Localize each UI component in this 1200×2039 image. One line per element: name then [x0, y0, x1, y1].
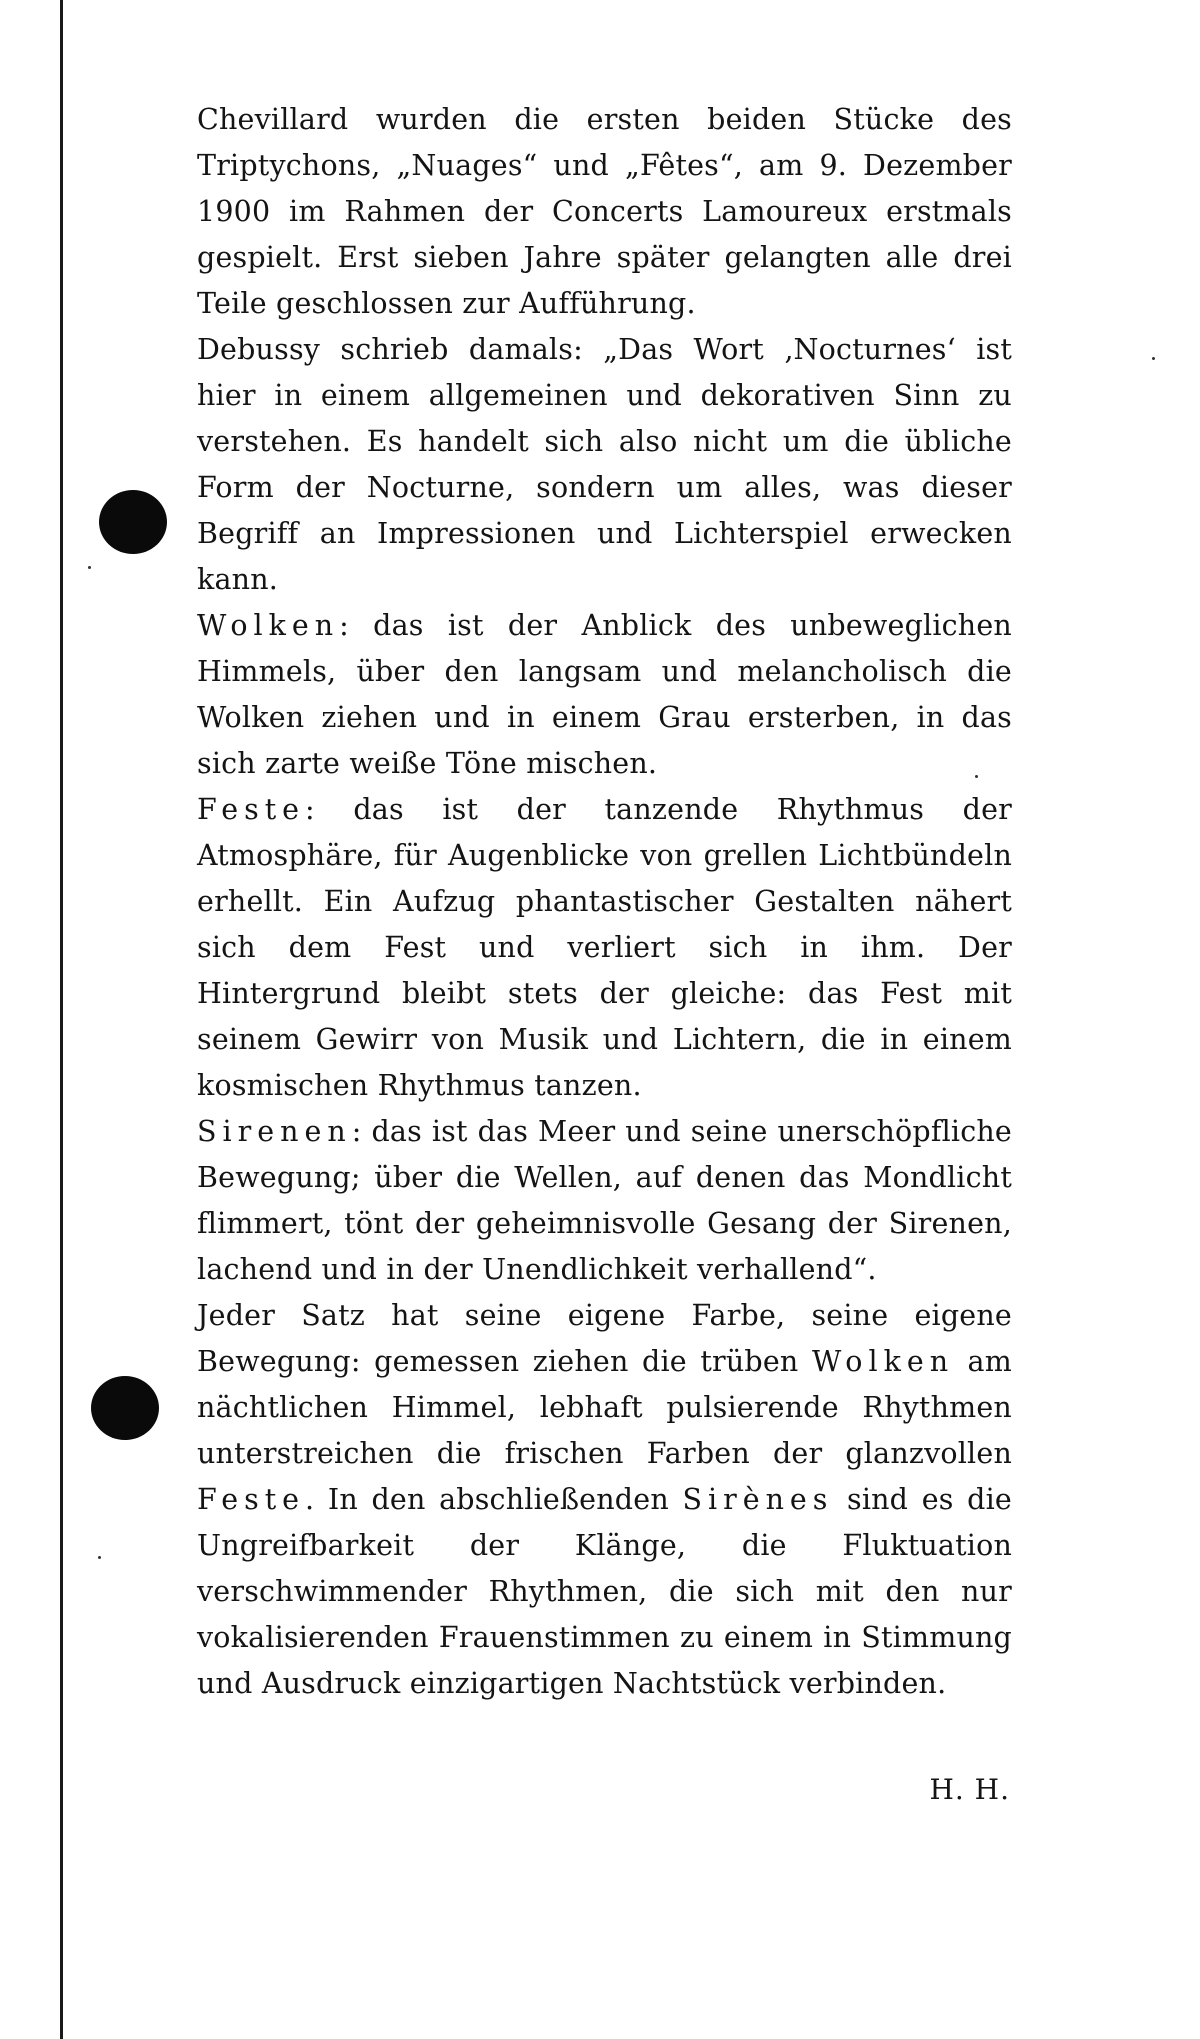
paragraph-sirenen — [197, 1109, 1012, 1293]
movement-title-wolken: Wolken — [197, 609, 340, 642]
paragraph-feste — [197, 787, 1012, 1109]
movement-title-wolken: Wolken — [811, 1345, 955, 1378]
punch-hole-bottom — [91, 1376, 159, 1440]
movement-title-sirenes: Sirènes — [682, 1483, 834, 1516]
page-edge-line — [60, 0, 63, 2039]
paragraph-text: am nächtlichen Himmel, lebhaft pulsierende Rhythmen unterstreichen die frischen Farben der glanzvollen — [197, 1345, 1012, 1470]
paper-speck — [88, 566, 91, 569]
paragraph-text: . In den abschließenden — [305, 1483, 683, 1516]
paper-speck — [1152, 357, 1155, 360]
paragraph-premiere — [197, 97, 1012, 327]
paper-speck — [98, 1556, 101, 1559]
paragraph-summary — [197, 1293, 1012, 1707]
punch-hole-top — [99, 490, 167, 554]
paragraph-text: Jeder Satz hat seine eigene Farbe, seine eigene Bewegung: gemessen ziehen die trüben — [197, 1299, 1012, 1378]
paragraph-text: : das ist der tanzende Rhythmus der Atmosphäre, für Augenblicke von grellen Lichtbündeln erhellt. Ein Aufzug phantastischer Gestalten nähert sich dem Fest und verliert sich in ihm. Der Hintergrund bleibt stets der gleiche: das Fest mit seinem Gewirr von Musik und Lichtern, die in einem kosmischen Rhythmus tanzen. — [197, 793, 1012, 1102]
paragraph-text: : das ist der Anblick des unbeweglichen Himmels, über den langsam und melancholisch die Wolken ziehen und in einem Grau ersterben, in das sich zarte weiße Töne mischen. — [197, 609, 1012, 780]
body-text — [197, 97, 1012, 1707]
paragraph-text: sind es die Ungreifbarkeit der Klänge, die Fluktuation verschwimmender Rhythmen, die sich mit den nur vokalisierenden Frauenstimmen zu einem in Stimmung und Ausdruck einzigartigen Nachtstück verbinden. — [197, 1483, 1012, 1700]
paragraph-text: : das ist das Meer und seine unerschöpfliche Bewegung; über die Wellen, auf denen das Mondlicht flimmert, tönt der geheimnisvolle Gesang der Sirenen, lachend und in der Unendlichkeit verhallend“. — [197, 1115, 1012, 1286]
paragraph-text: Debussy schrieb damals: „Das Wort ‚Nocturnes‘ ist hier in einem allgemeinen und dekorativen Sinn zu verstehen. Es handelt sich also nicht um die übliche Form der Nocturne, sondern um alles, was dieser Begriff an Impressionen und Lichterspiel erwecken kann. — [197, 333, 1012, 596]
paragraph-text: Chevillard wurden die ersten beiden Stücke des Triptychons, „Nuages“ und „Fêtes“, am 9. Dezember 1900 im Rahmen der Concerts Lamoureux erstmals gespielt. Erst sieben Jahre später gelangten alle drei Teile geschlossen zur Aufführung. — [197, 103, 1012, 320]
movement-title-feste: Feste — [197, 793, 306, 826]
paragraph-wolken — [197, 603, 1012, 787]
author-initials: H. H. — [929, 1773, 1010, 1806]
movement-title-feste: Feste — [197, 1483, 306, 1516]
paragraph-debussy-quote — [197, 327, 1012, 603]
movement-title-sirenen: Sirenen — [197, 1115, 352, 1148]
